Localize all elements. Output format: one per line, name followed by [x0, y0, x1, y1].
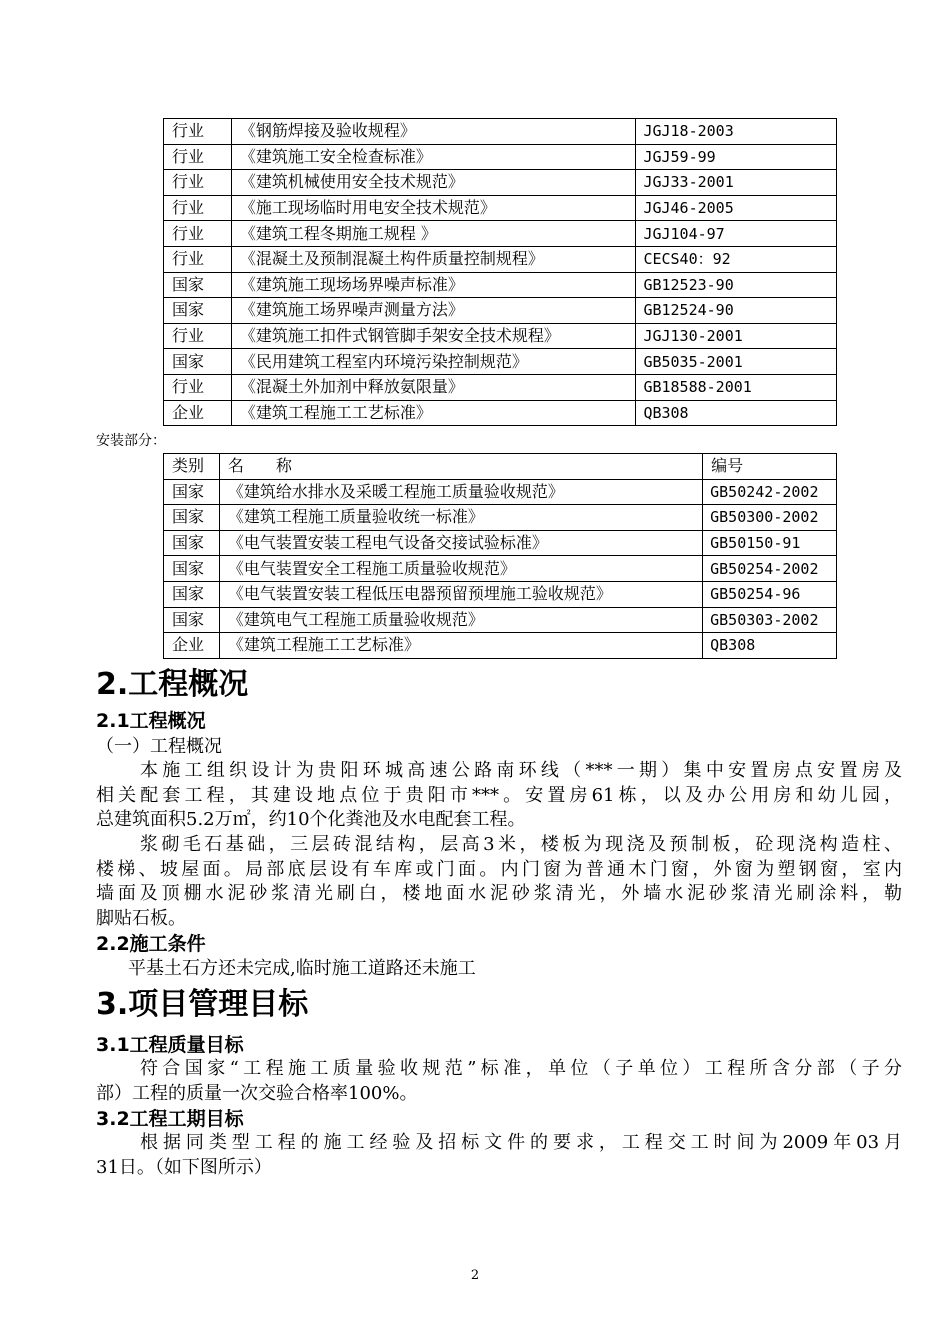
category-cell: 企业	[164, 400, 232, 426]
schedule-goal-paragraph	[96, 1131, 902, 1180]
page-number: 2	[470, 1268, 480, 1283]
section-2-2-title: 2.2施工条件	[96, 933, 206, 955]
name-cell: 《建筑施工现场场界噪声标准》	[231, 272, 636, 298]
table-row	[164, 349, 837, 375]
paragraph-line: 脚贴石板。	[96, 907, 186, 929]
table-row	[164, 633, 837, 659]
table-row	[164, 221, 837, 247]
code-cell: JGJ46-2005	[636, 195, 837, 221]
paragraph-line: 墙面及顶棚水泥砂浆清光刷白，楼地面水泥砂浆清光，外墙水泥砂浆清光刷涂料，勒	[96, 883, 902, 904]
paragraph-line: 根据同类型工程的施工经验及招标文件的要求，工程交工时间为2009年03月	[140, 1132, 902, 1153]
name-cell: 《建筑工程冬期施工规程 》	[231, 221, 636, 247]
category-cell: 国家	[164, 479, 220, 505]
category-cell: 国家	[164, 505, 220, 531]
name-cell: 《建筑施工安全检查标准》	[231, 144, 636, 170]
table-row	[164, 556, 837, 582]
category-cell: 行业	[164, 170, 232, 196]
category-cell: 行业	[164, 221, 232, 247]
code-cell: QB308	[703, 633, 837, 659]
name-cell: 《电气装置安全工程施工质量验收规范》	[219, 556, 702, 582]
code-cell: GB12523-90	[636, 272, 837, 298]
name-cell: 《混凝土外加剂中释放氨限量》	[231, 374, 636, 400]
table-row	[164, 607, 837, 633]
code-cell: GB50242-2002	[703, 479, 837, 505]
header-code: 编号	[703, 454, 837, 480]
table-row	[164, 581, 837, 607]
name-cell: 《建筑给水排水及采暖工程施工质量验收规范》	[219, 479, 702, 505]
paragraph-line: 总建筑面积5.2万㎡，约10个化粪池及水电配套工程。	[96, 809, 526, 830]
paragraph-line: 部）工程的质量一次交验合格率100%。	[96, 1082, 418, 1104]
quality-goal-paragraph	[96, 1057, 902, 1106]
table-header-row	[164, 454, 837, 480]
standards-table-install	[163, 453, 837, 659]
category-cell: 行业	[164, 246, 232, 272]
section-3-2-title: 3.2工程工期目标	[96, 1108, 244, 1130]
code-cell: GB50303-2002	[703, 607, 837, 633]
table-row	[164, 374, 837, 400]
paragraph-line: 相关配套工程，其建设地点位于贵阳市***。安置房61栋，以及办公用房和幼儿园，	[96, 784, 902, 806]
code-cell: GB5035-2001	[636, 349, 837, 375]
name-cell: 《电气装置安装工程低压电器预留预埋施工验收规范》	[219, 581, 702, 607]
table-row	[164, 272, 837, 298]
code-cell: GB12524-90	[636, 298, 837, 324]
paragraph-line: 本施工组织设计为贵阳环城高速公路南环线（***一期）集中安置房点安置房及	[140, 760, 902, 781]
table-row	[164, 119, 837, 145]
section-3-1-title: 3.1工程质量目标	[96, 1034, 244, 1056]
category-cell: 行业	[164, 374, 232, 400]
name-cell: 《建筑机械使用安全技术规范》	[231, 170, 636, 196]
name-cell: 《建筑电气工程施工质量验收规范》	[219, 607, 702, 633]
name-cell: 《建筑工程施工工艺标准》	[231, 400, 636, 426]
code-cell: JGJ33-2001	[636, 170, 837, 196]
code-cell: QB308	[636, 400, 837, 426]
construction-conditions-text: 平基土石方还未完成,临时施工道路还未施工	[128, 958, 476, 979]
name-cell: 《建筑工程施工工艺标准》	[219, 633, 702, 659]
name-cell: 《施工现场临时用电安全技术规范》	[231, 195, 636, 221]
table-row	[164, 246, 837, 272]
header-category: 类别	[164, 454, 220, 480]
paragraph-line: 31日。（如下图所示）	[96, 1156, 272, 1178]
category-cell: 行业	[164, 119, 232, 145]
header-name: 名 称	[219, 454, 702, 480]
table-row	[164, 144, 837, 170]
code-cell: GB18588-2001	[636, 374, 837, 400]
structure-paragraph	[96, 833, 902, 931]
standards-table-civil	[163, 118, 837, 426]
category-cell: 国家	[164, 581, 220, 607]
paragraph-line: 楼梯、坡屋面。局部底层设有车库或门面。内门窗为普通木门窗，外窗为塑钢窗，室内	[96, 858, 902, 880]
category-cell: 国家	[164, 530, 220, 556]
code-cell: GB50300-2002	[703, 505, 837, 531]
name-cell: 《建筑工程施工质量验收统一标准》	[219, 505, 702, 531]
overview-paragraph	[96, 759, 902, 833]
section-2-title: 2.工程概况	[96, 667, 249, 702]
code-cell: CECS40：92	[636, 246, 837, 272]
table-row	[164, 323, 837, 349]
name-cell: 《建筑施工扣件式钢管脚手架安全技术规程》	[231, 323, 636, 349]
code-cell: JGJ59-99	[636, 144, 837, 170]
install-section-label: 安装部分：	[96, 433, 166, 449]
name-cell: 《建筑施工场界噪声测量方法》	[231, 298, 636, 324]
category-cell: 国家	[164, 298, 232, 324]
code-cell: JGJ130-2001	[636, 323, 837, 349]
table-row	[164, 298, 837, 324]
paragraph-line: 浆砌毛石基础，三层砖混结构，层高3米，楼板为现浇及预制板，砼现浇构造柱、	[140, 834, 902, 855]
section-2-1-title: 2.1工程概况	[96, 710, 206, 732]
section-2-1-label: （一）工程概况	[96, 736, 222, 757]
table-row	[164, 400, 837, 426]
category-cell: 行业	[164, 195, 232, 221]
category-cell: 国家	[164, 349, 232, 375]
code-cell: GB50150-91	[703, 530, 837, 556]
code-cell: GB50254-96	[703, 581, 837, 607]
code-cell: JGJ104-97	[636, 221, 837, 247]
table-row	[164, 479, 837, 505]
code-cell: GB50254-2002	[703, 556, 837, 582]
table-row	[164, 170, 837, 196]
category-cell: 国家	[164, 607, 220, 633]
name-cell: 《民用建筑工程室内环境污染控制规范》	[231, 349, 636, 375]
name-cell: 《混凝土及预制混凝土构件质量控制规程》	[231, 246, 636, 272]
table-row	[164, 530, 837, 556]
section-3-title: 3.项目管理目标	[96, 987, 309, 1022]
name-cell: 《钢筋焊接及验收规程》	[231, 119, 636, 145]
category-cell: 国家	[164, 556, 220, 582]
code-cell: JGJ18-2003	[636, 119, 837, 145]
category-cell: 企业	[164, 633, 220, 659]
paragraph-line: 符合国家“工程施工质量验收规范”标准，单位（子单位）工程所含分部（子分	[140, 1058, 902, 1079]
table-row	[164, 195, 837, 221]
name-cell: 《电气装置安装工程电气设备交接试验标准》	[219, 530, 702, 556]
table-row	[164, 505, 837, 531]
category-cell: 行业	[164, 323, 232, 349]
category-cell: 行业	[164, 144, 232, 170]
category-cell: 国家	[164, 272, 232, 298]
